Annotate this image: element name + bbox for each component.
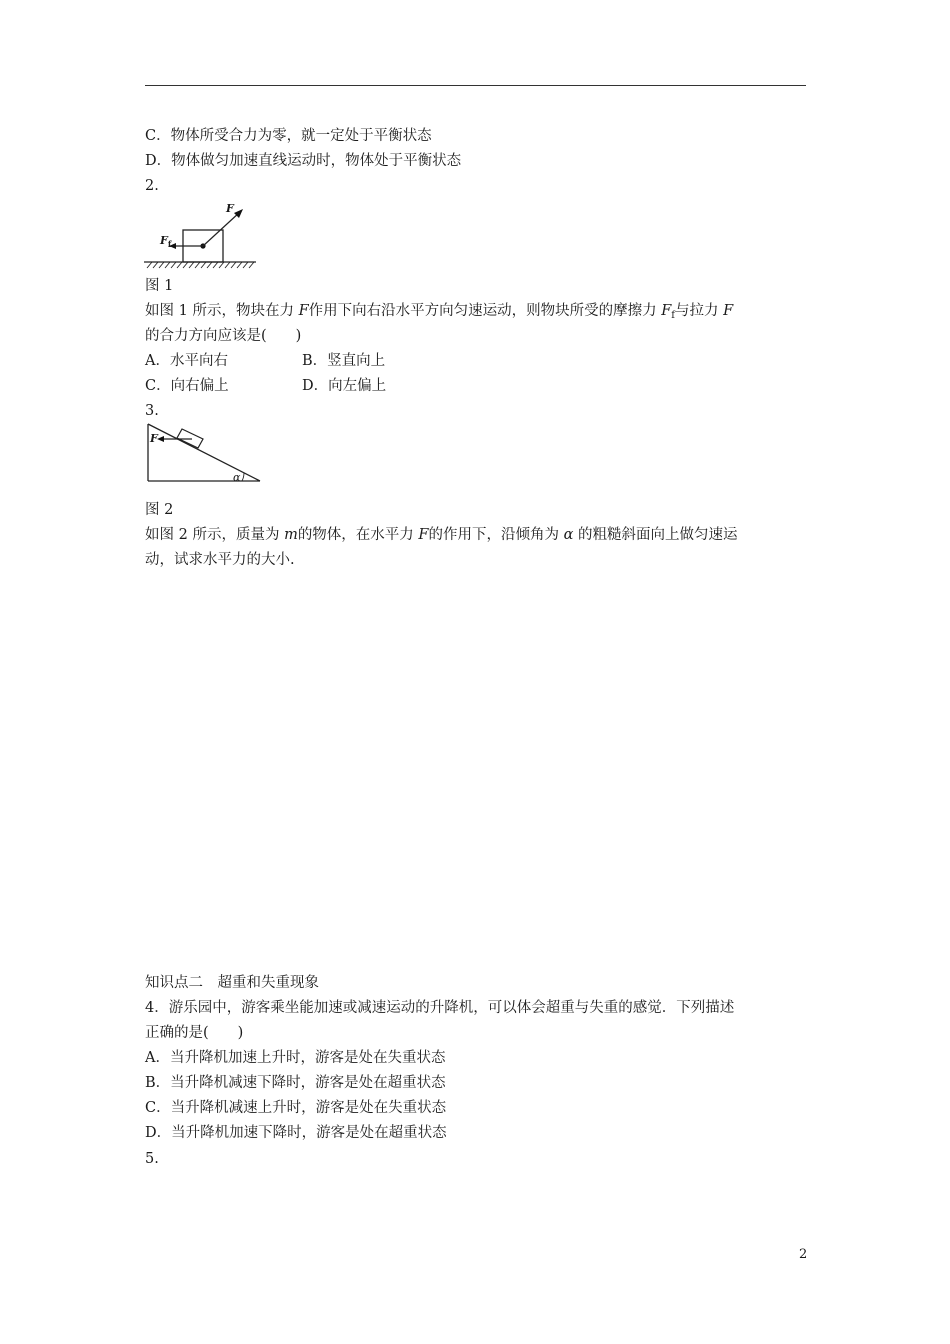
figure-2-label-alpha: α: [233, 471, 241, 484]
q4-text-line2: 正确的是( ): [145, 1025, 244, 1041]
q1-option-d: D．物体做匀加速直线运动时，物体处于平衡状态: [145, 153, 462, 169]
figure-1-label-F: F: [226, 202, 234, 215]
section2-heading: 知识点二 超重和失重现象: [145, 975, 319, 991]
q4-option-d: D．当升降机加速下降时，游客是处在超重状态: [145, 1125, 447, 1141]
figure-2-incline: [144, 422, 264, 486]
q4-text-line1: 4．游乐园中，游客乘坐能加速或减速运动的升降机，可以体会超重与失重的感觉．下列描述: [145, 1000, 735, 1016]
q4-option-a: A．当升降机加速上升时，游客是处在失重状态: [145, 1050, 446, 1066]
page-number: 2: [799, 1247, 808, 1262]
q2-number: 2.: [145, 178, 159, 194]
q3-text-line2: 动，试求水平力的大小.: [145, 552, 295, 568]
q2-option-d: D．向左偏上: [302, 378, 387, 394]
q5-number: 5.: [145, 1151, 159, 1167]
q2-option-c: C．向右偏上: [145, 378, 229, 394]
q3-figure-caption: 图 2: [145, 502, 174, 518]
q2-option-b: B．竖直向上: [302, 353, 386, 369]
header-rule: [145, 85, 806, 86]
q4-option-b: B．当升降机减速下降时，游客是处在超重状态: [145, 1075, 446, 1091]
q3-text-line1: 如图 2 所示，质量为 m的物体，在水平力 F的作用下，沿倾角为 α 的粗糙斜面向上做匀速运: [145, 527, 738, 543]
q4-option-c: C．当升降机减速上升时，游客是处在失重状态: [145, 1100, 447, 1116]
figure-1-label-Ff: $F_f$: [160, 234, 172, 249]
q2-text-line2: 的合力方向应该是( ): [145, 328, 302, 344]
q1-option-c: C．物体所受合力为零，就一定处于平衡状态: [145, 128, 432, 144]
q3-number: 3.: [145, 403, 159, 419]
figure-2-label-F: F: [150, 432, 158, 445]
q2-figure-caption: 图 1: [145, 278, 174, 294]
q2-option-a: A．水平向右: [145, 353, 228, 369]
q2-text-line1: 如图 1 所示，物块在力 F作用下向右沿水平方向匀速运动，则物块所受的摩擦力 $F_f$与拉力 F: [145, 303, 734, 321]
